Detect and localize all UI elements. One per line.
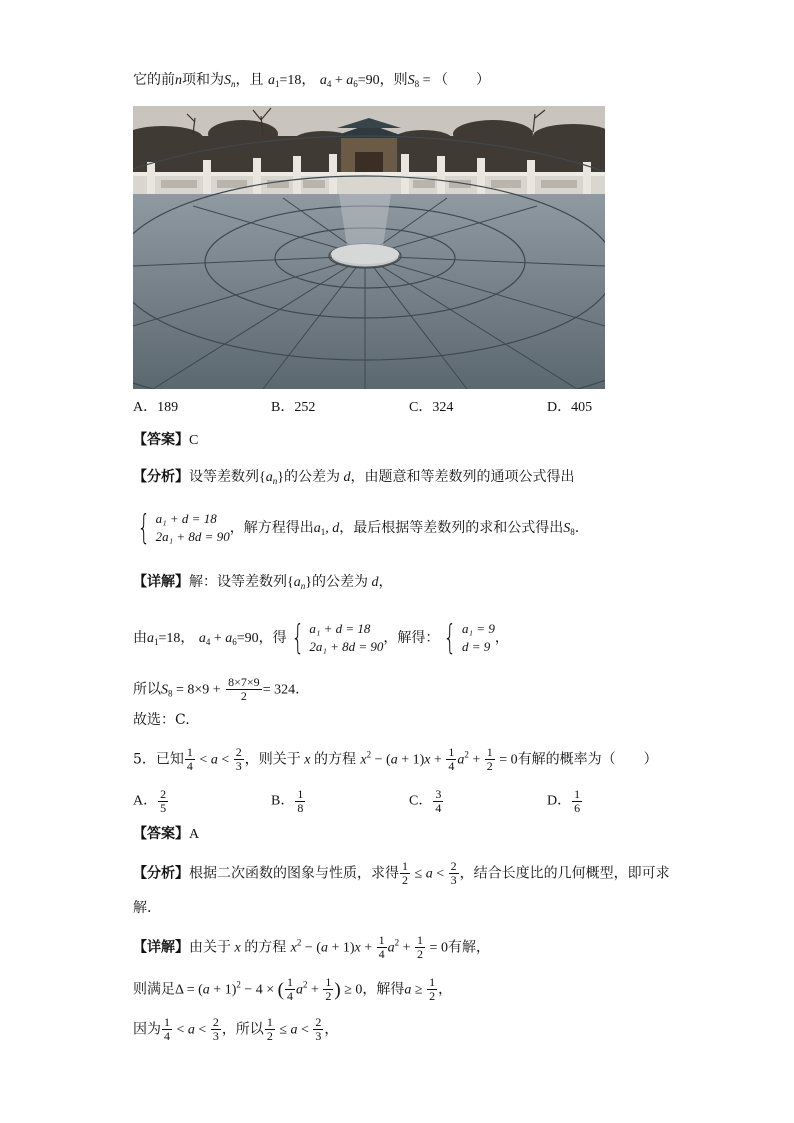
q4-analysis: 【分析】设等差数列$\{a_n\}$的公差为 d，由题意和等差数列的通项公式得出 <box>133 469 575 486</box>
q4-detail-solve: 由$a_1=18$， $a_4 + a_6=90$，得 { a₁ + d = 18 2a₁ + 8d = 90 ，解得： { a₁ = 9 d = 9 ， <box>133 618 509 658</box>
q4-detail-sum: 所以$S_8 = 8\times 9$ + $\frac{8\times 7\times 9}{2}$ = 324. <box>133 675 300 703</box>
altar-photo <box>133 106 605 389</box>
q5-detail-delta: 则满足$\Delta = (a + 1)^2 - 4$ × ( $\frac{1}{4}$ $a^2$ + $\frac{1}{2}$ ) ≥ 0，解得a ≥ $\frac{1}{2}$ ， <box>133 975 453 1003</box>
q4-analysis-system: { a₁ + d = 18 2a₁ + 8d = 90 ，解方程得出$a_1$, d，最后根据等差数列的求和公式得出$S_8$. <box>137 508 580 548</box>
q4-stem: 它的前n项和为$S_n$，且 $a_1=18$， $a_4 + a_6=90$，则$S_8$ = （ ） <box>133 72 491 89</box>
q4-option-d[interactable]: D．405 <box>547 400 593 415</box>
q5-analysis: 【分析】根据二次函数的图象与性质，求得 $\frac{1}{2}$ ≤ a < $\frac{2}{3}$ ，结合长度比的几何概型，即可求 <box>133 859 670 887</box>
q5-option-d[interactable]: D． $\frac{1}{6}$ <box>547 787 581 815</box>
q5-detail: 【详解】由关于 x 的方程 $x^2 - (a + 1)x$ + $\frac{1}{4}$ $a^2$ + $\frac{1}{2}$ = 0有解， <box>133 933 490 961</box>
q5-analysis-end: 解. <box>133 900 152 916</box>
q5-option-c[interactable]: C． $\frac{3}{4}$ <box>409 787 442 815</box>
q5-answer: 【答案】A <box>133 826 200 842</box>
q5-option-a[interactable]: A． $\frac{2}{5}$ <box>133 787 167 815</box>
q4-answer: 【答案】C <box>133 432 199 448</box>
q4-option-b[interactable]: B．252 <box>271 400 316 415</box>
q4-choice: 故选：C. <box>133 712 190 728</box>
q4-option-c[interactable]: C．324 <box>409 400 454 415</box>
q4-detail: 【详解】解：设等差数列$\{a_n\}$的公差为 d， <box>133 574 393 591</box>
q5-option-b[interactable]: B． $\frac{1}{8}$ <box>271 787 304 815</box>
q5-detail-range: 因为 $\frac{1}{4}$ < a < $\frac{2}{3}$ ，所以 $\frac{1}{2}$ ≤ a < $\frac{2}{3}$ ， <box>133 1015 339 1043</box>
q4-option-a[interactable]: A．189 <box>133 400 179 415</box>
q5-stem: 5．已知 $\frac{1}{4}$ < a < $\frac{2}{3}$ ，则关于 x 的方程 $x^2 - (a + 1)x$ + $\frac{1}{4}$ $a^2$ + $\frac{1}{2}$ = 0有解的概率为（ ） <box>133 745 658 773</box>
